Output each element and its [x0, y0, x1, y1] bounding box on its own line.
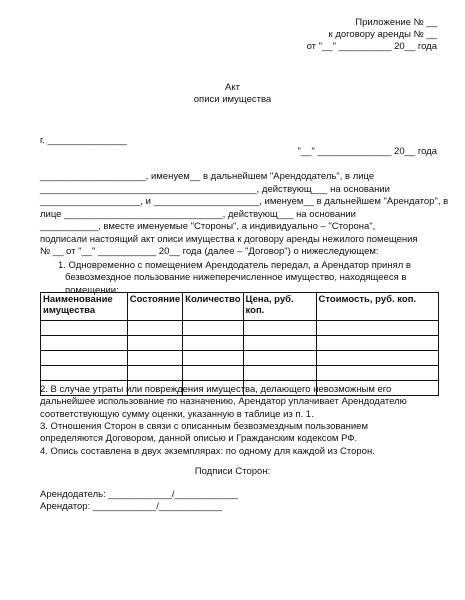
- clause-1-line: помещении:: [65, 284, 119, 296]
- intro-line: подписали настоящий акт описи имущества к договору аренды нежилого помещения: [40, 233, 418, 245]
- table-cell[interactable]: [183, 366, 243, 381]
- table-cell[interactable]: [316, 366, 439, 381]
- clause-line: дальнейшее использование по назначению, Арендатор уплачивает Арендодателю: [40, 396, 407, 408]
- table-cell[interactable]: [243, 366, 316, 381]
- column-header-price: Цена, руб. коп.: [243, 293, 316, 321]
- clause-line: соответствующую сумму оценки, указанную в таблице из п. 1.: [40, 408, 314, 420]
- clause-line: определяются Договором, данной описью и Гражданским кодексом РФ.: [40, 433, 358, 445]
- table-cell[interactable]: [41, 336, 128, 351]
- clauses-2-4: [40, 384, 445, 458]
- table-row: [41, 351, 439, 366]
- appendix-header: [307, 17, 437, 53]
- column-header-cost: Стоимость, руб. коп.: [316, 293, 439, 321]
- place-date-row: [40, 135, 437, 165]
- table-cell[interactable]: [127, 366, 182, 381]
- intro-line: ____________________, именуем__ в дальнейшем "Арендодатель", в лице: [40, 171, 375, 182]
- signatures-block: [40, 489, 238, 514]
- appendix-number: Приложение № __: [355, 17, 437, 28]
- table-cell[interactable]: [127, 336, 182, 351]
- column-header-quantity: Количество: [183, 293, 243, 321]
- tenant-signature-line: Арендатор: ____________/____________: [40, 501, 223, 513]
- title-line-2: описи имущества: [193, 94, 272, 106]
- clause-1-line: 1. Одновременно с помещением Арендодатель передал, а Арендатор принял в: [58, 260, 411, 271]
- column-header-condition: Состояние: [127, 293, 182, 321]
- intro-line: лице ______________________________, действующ___ на основании: [40, 208, 356, 220]
- table-cell[interactable]: [127, 351, 182, 366]
- title-line-1: Акт: [225, 82, 240, 93]
- table-cell[interactable]: [316, 351, 439, 366]
- table-cell[interactable]: [183, 321, 243, 336]
- table-header-row: [41, 293, 439, 321]
- intro-line: № __ от "__" ___________ 20__ года (далее – "Договор") о нижеследующем:: [40, 246, 379, 258]
- table-cell[interactable]: [316, 321, 439, 336]
- table-cell[interactable]: [41, 321, 128, 336]
- table-cell[interactable]: [183, 351, 243, 366]
- table-cell[interactable]: [243, 321, 316, 336]
- table-cell[interactable]: [183, 336, 243, 351]
- table-row: [41, 336, 439, 351]
- appendix-contract-date: от "__" __________ 20__ года: [306, 40, 437, 52]
- intro-paragraph: [40, 171, 449, 259]
- place-field: г. _______________: [40, 135, 127, 146]
- table-cell[interactable]: [41, 366, 128, 381]
- column-header-name: Наименование имущества: [41, 293, 128, 321]
- clause-line: 3. Отношения Сторон в связи с описанным безвозмездным пользованием: [40, 421, 369, 433]
- table-cell[interactable]: [243, 336, 316, 351]
- landlord-signature-line: Арендодатель: ____________/____________: [40, 489, 238, 500]
- table-cell[interactable]: [41, 351, 128, 366]
- table-cell[interactable]: [127, 321, 182, 336]
- table-row: [41, 321, 439, 336]
- intro-line: ___________, вместе именуемые "Стороны", а индивидуально – "Сторона",: [40, 221, 376, 233]
- property-table: [40, 292, 439, 396]
- document-date-field: "__" ______________ 20__ года: [297, 146, 437, 157]
- appendix-contract-ref: к договору аренды № __: [328, 28, 437, 40]
- intro-line: _________________________________________, действующ___ на основании: [40, 183, 390, 195]
- document-title: [0, 82, 465, 107]
- clause-line: 4. Опись составлена в двух экземплярах: по одному для каждой из Сторон.: [40, 445, 375, 457]
- signatures-title: Подписи Сторон:: [194, 466, 271, 477]
- clause-1-line: безвозмездное пользование нижеперечисленное имущество, находящееся в: [65, 272, 407, 284]
- intro-line: ___________________, и ____________________, именуем__ в дальнейшем "Арендатор", в: [40, 196, 449, 208]
- table-row: [41, 366, 439, 381]
- table-cell[interactable]: [316, 336, 439, 351]
- clause-line: 2. В случае утраты или повреждения имущества, делающего невозможным его: [40, 384, 392, 395]
- table-cell[interactable]: [243, 351, 316, 366]
